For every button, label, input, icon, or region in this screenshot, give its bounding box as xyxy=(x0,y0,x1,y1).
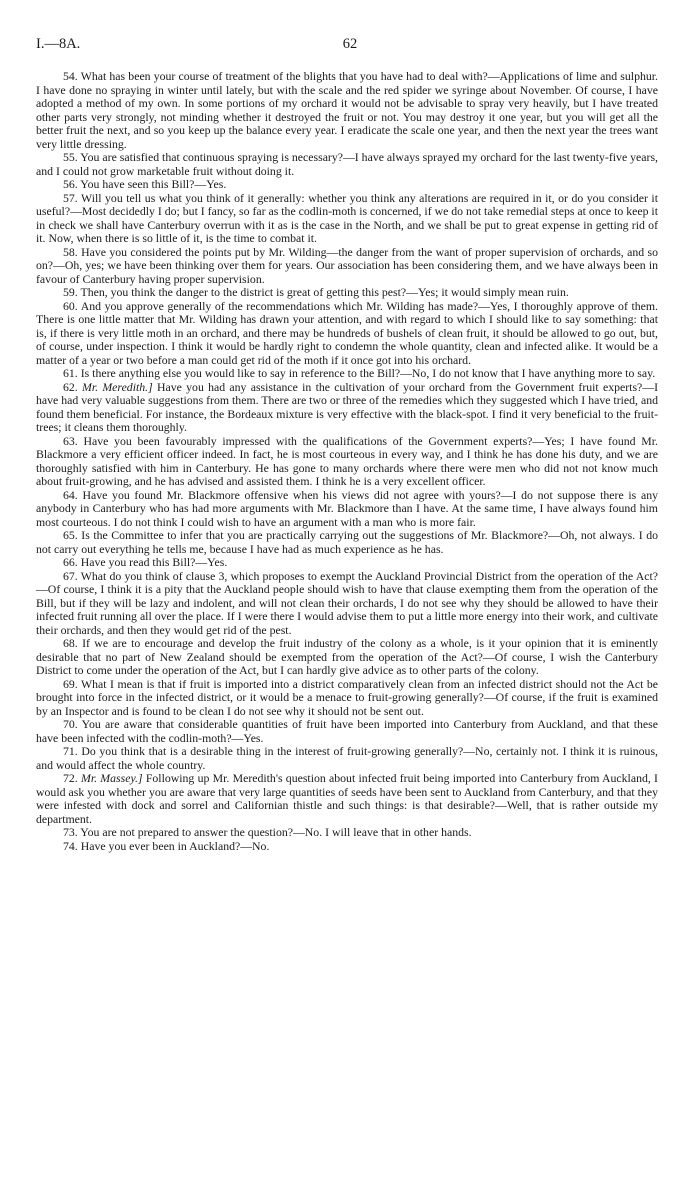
question-paragraph xyxy=(36,178,658,192)
question-text: If we are to encourage and develop the fruit industry of the colony as a whole, is it your opinion that it is eminently desirable that no part of New Zealand should be exempted from the operation of the Act?—Of course, I wish the Canterbury District to come under the operation of the Act, but I can hardly give advice as to other parts of the colony. xyxy=(36,636,658,677)
question-paragraph xyxy=(36,489,658,530)
question-paragraph xyxy=(36,570,658,638)
document-reference: I.—8A. xyxy=(36,36,81,52)
question-number: 70. xyxy=(63,717,78,731)
question-number: 71. xyxy=(63,744,78,758)
page-number: 62 xyxy=(342,36,358,52)
question-paragraph xyxy=(36,435,658,489)
question-number: 64. xyxy=(63,487,78,502)
page-header xyxy=(36,36,664,56)
speaker-name: Mr. Massey.] xyxy=(81,771,143,785)
question-number: 68. xyxy=(63,636,78,650)
question-paragraph xyxy=(36,678,658,719)
question-text: What do you think of clause 3, which proposes to exempt the Auckland Provincial District from the operation of the Act?—Of course, I think it is a pity that the Auckland people should wish to have that clause exempting them from the operation of the Bill, but if they will be lazy and indolent, and will not clean their orchards, I do not see why they should be allowed to have their infected fruit running all over the place. If I were there I would advise them to put a little more energy into their work, and cultivate their orchards, and then they would get rid of the pest. xyxy=(36,568,658,637)
question-number: 60. xyxy=(63,298,78,313)
question-paragraph xyxy=(36,745,658,772)
question-text: What I mean is that if fruit is imported into a district comparatively clean from an infected district should not the Act be brought into force in the infected district, or it would be a menace to fruit-growing generally?—Of course, if the fruit is examined by an Inspector and is found to be clean I do not see why it should not be sent out. xyxy=(36,676,658,718)
question-text: Following up Mr. Meredith's question about infected fruit being imported into Canterbury from Auckland, I would ask you whether you are aware that very large quantities of seeds have been sent to Auckland from Canterbury, and that they were infested with dock and sorrel and Californian thistle and such things: is that desirable?—Well, that is rather outside my department. xyxy=(36,771,658,826)
question-text: You are not prepared to answer the question?—No. I will leave that in other hands. xyxy=(80,825,472,839)
question-text: Have you had any assistance in the cultivation of your orchard from the Government fruit experts?—I have had very valuable suggestions from them. There are two or three of the remedies which they suggested which I have tried, and found them beneficial. For instance, the Bordeaux mixture is very effective with the black-spot. I find it very beneficial to the fruit-trees; it cleans them thoroughly. xyxy=(36,379,659,434)
question-text: Will you tell us what you think of it generally: whether you think any alterations are required in it, or do you consider it useful?—Most decidedly I do; but I fancy, so far as the codlin-moth is concerned, if we do not take remedial steps at once to keep it in check we shall have Canterbury overrun with it as is the case in the North, and we shall be put to great expense in getting rid of it. Now, when there is so little of it, is the time to combat it. xyxy=(36,190,658,245)
question-number: 54. xyxy=(63,69,78,83)
question-paragraph xyxy=(36,367,658,381)
question-paragraph xyxy=(36,772,658,826)
question-text: You have seen this Bill?—Yes. xyxy=(80,177,227,191)
question-text: Do you think that is a desirable thing in the interest of fruit-growing generally?—No, certainly not. I think it is ruinous, and would affect the whole country. xyxy=(36,744,658,772)
question-paragraph xyxy=(36,840,658,854)
question-paragraph xyxy=(36,151,658,178)
question-paragraph xyxy=(36,286,658,300)
question-text: Have you considered the points put by Mr. Wilding—the danger from the want of proper supervision of orchards, and so on?—Oh, yes; we have been thinking over them for years. Our association has been considering them, and we have always been in favour of Canterbury having proper supervision. xyxy=(36,244,659,286)
question-number: 55. xyxy=(63,150,78,164)
question-number: 63. xyxy=(63,433,78,448)
question-number: 61. xyxy=(63,366,78,380)
document-body xyxy=(36,70,658,853)
question-paragraph xyxy=(36,637,658,678)
question-text: Is the Committee to infer that you are practically carrying out the suggestions of Mr. Blackmore?—Oh, not always. I do not carry out everything he tells me, because I have had as much experience as he has. xyxy=(36,528,658,556)
question-number: 57. xyxy=(63,190,78,205)
question-text: What has been your course of treatment of the blights that you have had to deal with?—Applications of lime and sulphur. I have done no spraying in winter until lately, but with the scale and the red spider we syringe about November. Of course, I have adopted a method of my own. In some portions of my orchard it would not be advisable to spray very heavily, but I have treated other parts very strongly, not minding whether it destroyed the fruit or not. You may destroy it one year, but you will get all the better fruit the next, and so you keep up the balance every year. I eradicate the scale one year, and then the next year the trees want very little dressing. xyxy=(36,69,658,151)
question-text: Is there anything else you would like to say in reference to the Bill?—No, I do not know that I have anything more to say. xyxy=(80,366,656,380)
question-number: 72. xyxy=(63,771,78,785)
question-number: 59. xyxy=(63,285,78,299)
question-paragraph xyxy=(36,529,658,556)
question-paragraph xyxy=(36,381,658,435)
question-text: Have you been favourably impressed with the qualifications of the Government experts?—Yes; I have found Mr. Blackmore a very efficient officer indeed. In fact, he is most courteous in every way, and I think he has done his duty, and we are thoroughly satisfied with him in Canterbury. He has gone to many orchards where there were men who did not not know much about fruit-growing, and he has advised and assisted them. I think he is a very excellent officer. xyxy=(36,433,658,488)
question-number: 69. xyxy=(63,676,78,691)
question-number: 56. xyxy=(63,177,78,191)
question-number: 58. xyxy=(63,244,78,259)
question-number: 66. xyxy=(63,555,78,569)
question-text: You are aware that considerable quantities of fruit have been imported into Canterbury from Auckland, and that these have been infected with the codlin-moth?—Yes. xyxy=(36,717,659,745)
question-number: 73. xyxy=(63,825,78,839)
question-number: 67. xyxy=(63,568,78,583)
question-number: 62. xyxy=(63,379,78,394)
question-number: 65. xyxy=(63,528,78,542)
question-text: Then, you think the danger to the district is great of getting this pest?—Yes; it would simply mean ruin. xyxy=(80,285,569,299)
question-paragraph xyxy=(36,246,658,287)
question-paragraph xyxy=(36,70,658,151)
question-paragraph xyxy=(36,192,658,246)
question-text: And you approve generally of the recommendations which Mr. Wilding has made?—Yes, I thoroughly approve of them. There is one little matter that Mr. Wilding has drawn your attention, and with regard to which I should like to say something: that is, if there is very little moth in an orchard, and there may be hundreds of bushels of clean fruit, it should be allowed to go out, but, of course, under inspection. I think it would be hardly right to condemn the whole quantity, clean and infected alike. It would be a matter of a year or two before a man could get rid of the moth if it once got into his orchard. xyxy=(36,298,658,367)
question-paragraph xyxy=(36,718,658,745)
question-paragraph xyxy=(36,556,658,570)
question-text: Have you ever been in Auckland?—No. xyxy=(80,838,270,853)
question-number: 74. xyxy=(63,838,78,853)
question-text: Have you found Mr. Blackmore offensive when his views did not agree with yours?—I do not suppose there is any anybody in Canterbury who has had more arguments with Mr. Blackmore than I have. At the same time, I have always found him most courteous. I do not think I could wish to have an argument with a man who is more fair. xyxy=(36,487,659,529)
question-text: Have you read this Bill?—Yes. xyxy=(80,555,228,569)
question-paragraph xyxy=(36,300,658,368)
question-text: You are satisfied that continuous spraying is necessary?—I have always sprayed my orchard for the last twenty-five years, and I could not grow marketable fruit without doing it. xyxy=(36,150,658,178)
question-paragraph xyxy=(36,826,658,840)
speaker-name: Mr. Meredith.] xyxy=(82,379,153,394)
